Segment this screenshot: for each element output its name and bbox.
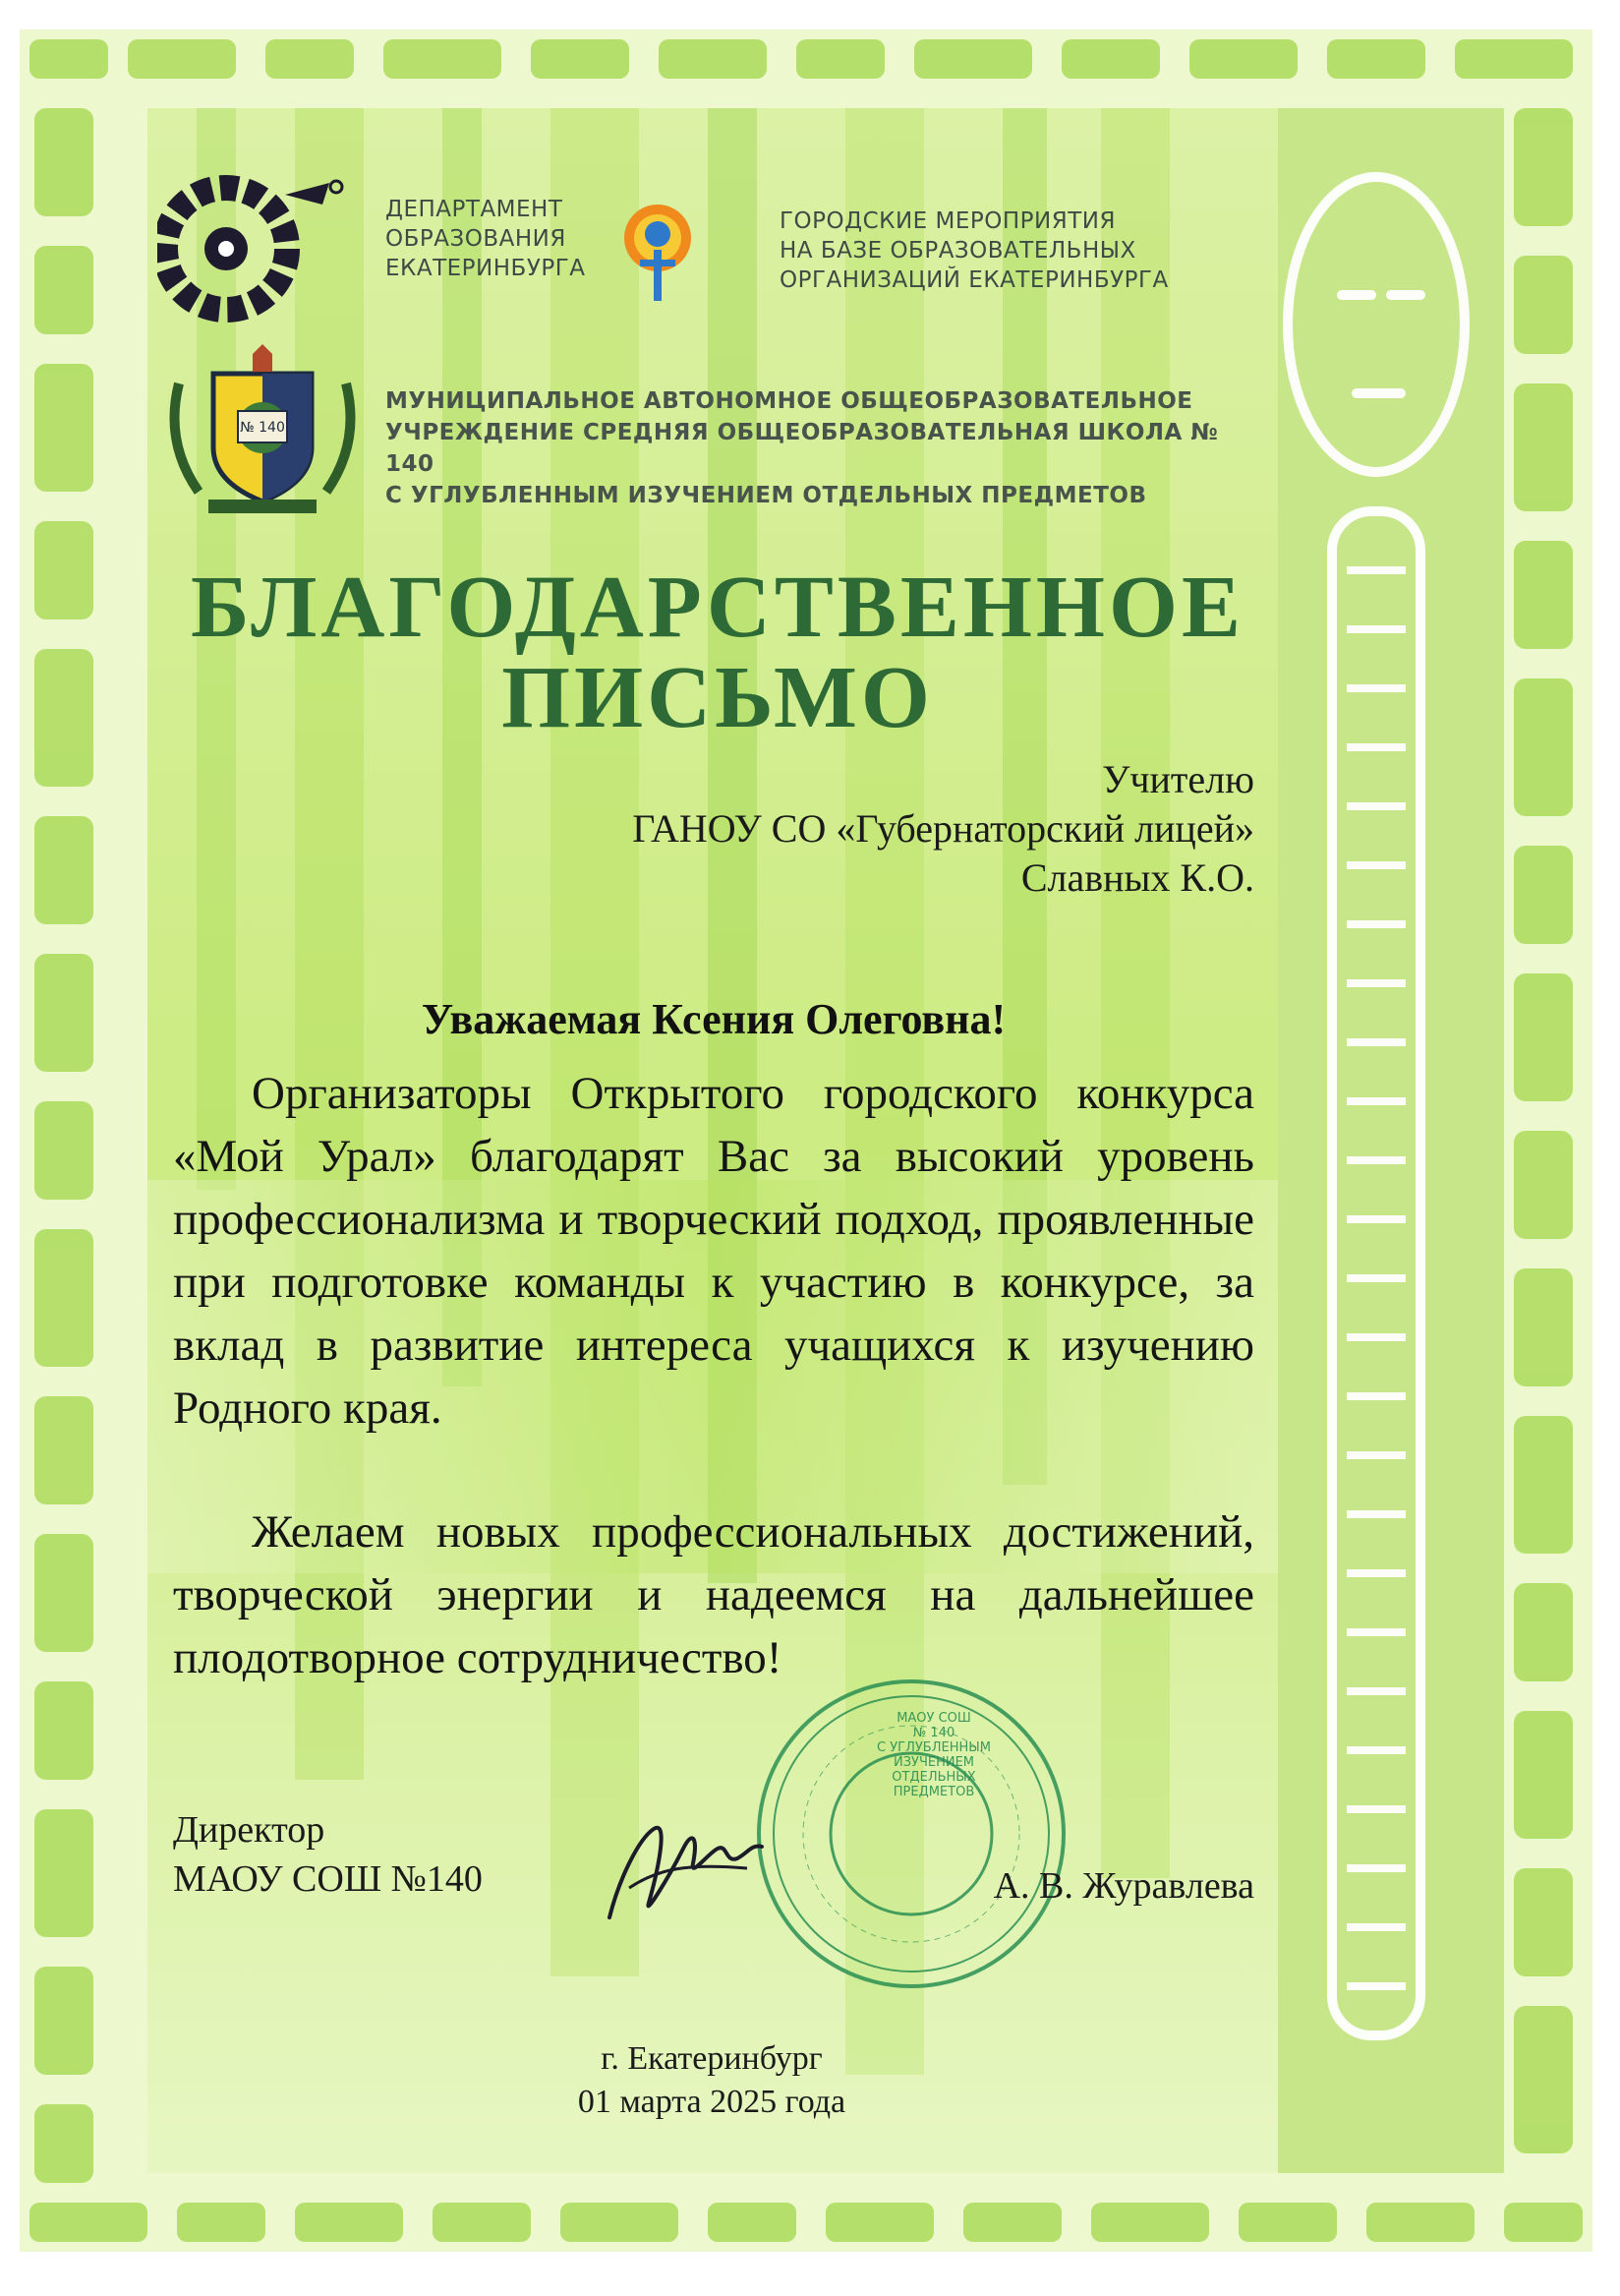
city-logo [157, 165, 354, 323]
title-line: БЛАГОДАРСТВЕННОЕ [191, 559, 1244, 656]
stamp-line: С УГЛУБЛЕННЫМ [877, 1740, 991, 1755]
title-line: ПИСЬМО [501, 649, 934, 746]
recipient-role: Учителю [1102, 757, 1254, 801]
signatory-name: А. В. Журавлева [993, 1865, 1254, 1907]
events-line: ОРГАНИЗАЦИЙ ЕКАТЕРИНБУРГА [780, 267, 1169, 293]
stamp-line: ИЗУЧЕНИЕМ [893, 1755, 975, 1770]
education-department-emblem [614, 195, 701, 311]
department-line: ЕКАТЕРИНБУРГА [385, 256, 586, 281]
department-line: ОБРАЗОВАНИЯ [385, 226, 566, 252]
recipient-name: Славных К.О. [1020, 855, 1254, 900]
greeting: Уважаемая Ксения Олеговна! [421, 995, 1007, 1043]
city-events-caption [780, 206, 1232, 295]
stamp-line: № 140 [912, 1726, 955, 1740]
document-title [157, 559, 1278, 746]
school-crest [159, 344, 366, 521]
department-name [385, 195, 621, 283]
handwritten-signature [600, 1809, 767, 1927]
school-line: УЧРЕЖДЕНИЕ СРЕДНЯЯ ОБЩЕОБРАЗОВАТЕЛЬНАЯ ШКОЛА № 140 [385, 420, 1219, 477]
crest-number: № 140 [240, 420, 285, 436]
events-line: НА БАЗЕ ОБРАЗОВАТЕЛЬНЫХ [780, 238, 1136, 264]
signatory-position: Директор [173, 1809, 325, 1851]
body-paragraph-2: Желаем новых профессиональных достижений, творческой энергии и надеемся на дальнейшее плодотворное сотрудничество! [173, 1506, 1254, 1683]
events-line: ГОРОДСКИЕ МЕРОПРИЯТИЯ [780, 208, 1116, 234]
issue-date: 01 марта 2025 года [577, 2084, 846, 2120]
school-line: С УГЛУБЛЕННЫМ ИЗУЧЕНИЕМ ОТДЕЛЬНЫХ ПРЕДМЕТОВ [385, 483, 1147, 508]
school-line: МУНИЦИПАЛЬНОЕ АВТОНОМНОЕ ОБЩЕОБРАЗОВАТЕЛЬНОЕ [385, 388, 1193, 414]
stamp-center-text [855, 1711, 1012, 1799]
place: г. Екатеринбург [601, 2040, 823, 2077]
body-paragraph-1: Организаторы Открытого городского конкурса «Мой Урал» благодарят Вас за высокий уровень профессионализма и творческий подход, проявленные при подготовке команды к участию в конкурсе, за вклад в развитие интереса учащихся к изучению Родного края. [173, 1068, 1254, 1434]
recipient-organization: ГАНОУ СО «Губернаторский лицей» [632, 806, 1254, 851]
department-line: ДЕПАРТАМЕНТ [385, 197, 563, 222]
stamp-line: ОТДЕЛЬНЫХ [892, 1770, 976, 1785]
stamp-line: МАОУ СОШ [897, 1711, 971, 1726]
school-name [385, 385, 1270, 511]
signatory-organization: МАОУ СОШ №140 [173, 1858, 483, 1900]
stamp-line: ПРЕДМЕТОВ [893, 1785, 975, 1799]
